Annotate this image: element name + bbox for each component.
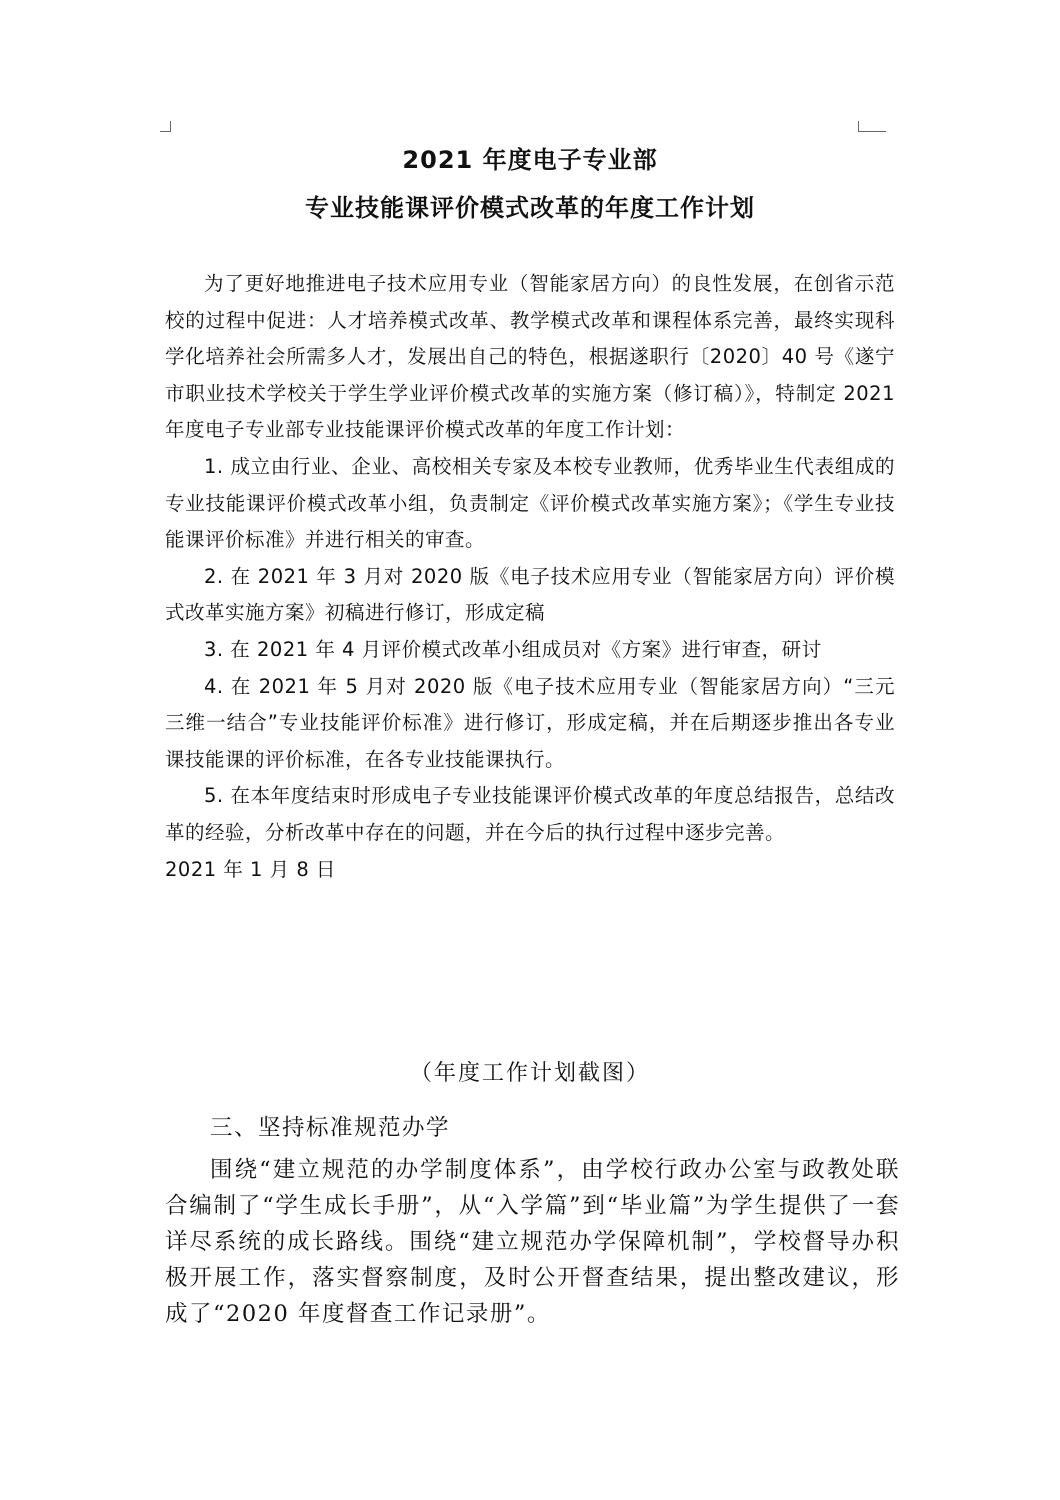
section-standard-schooling [165, 1110, 900, 1332]
plan-body [165, 266, 895, 888]
plan-item-2: 2. 在 2021 年 3 月对 2020 版《电子技术应用专业（智能家居方向）评价模式改革实施方案》初稿进行修订，形成定稿 [165, 564, 895, 625]
section-heading: 三、坚持标准规范办学 [210, 1115, 451, 1141]
plan-item-1: 1. 成立由行业、企业、高校相关专家及本校专业教师，优秀毕业生代表组成的专业技能课评价模式改革小组，负责制定《评价模式改革实施方案》；《学生专业技能课评价标准》并进行相关的审查。 [165, 454, 895, 552]
plan-item-4: 4. 在 2021 年 5 月对 2020 版《电子技术应用专业（智能家居方向）“三元三维一结合”专业技能评价标准》进行修订，形成定稿，并在后期逐步推出各专业课技能课的评价标准，在各专业技能课执行。 [165, 674, 895, 771]
figure-caption: （年度工作计划截图） [409, 1061, 650, 1086]
plan-intro: 为了更好地推进电子技术应用专业（智能家居方向）的良性发展，在创省示范校的过程中促进：人才培养模式改革、教学模式改革和课程体系完善，最终实现科学化培养社会所需多人才，发展出自己的特色，根据遂职行〔2020〕40 号《遂宁市职业技术学校关于学生学业评价模式改革的实施方案（修订稿）》，特制定 2021 年度电子专业部专业技能课评价模式改革的年度工作计划： [165, 272, 895, 442]
plan-item-5: 5. 在本年度结束时形成电子专业技能课评价模式改革的年度总结报告，总结改革的经验，分析改革中存在的问题，并在今后的执行过程中逐步完善。 [165, 784, 895, 844]
work-plan-screenshot [165, 130, 895, 888]
section-paragraph: 围绕“建立规范的办学制度体系”，由学校行政办公室与政教处联合编制了“学生成长手册”，从“入学篇”到“毕业篇”为学生提供了一套详尽系统的成长路线。围绕“建立规范办学保障机制”，学校督导办积极开展工作，落实督察制度，及时公开督查结果，提出整改建议，形成了“2020 年度督查工作记录册”。 [165, 1157, 900, 1327]
plan-title-line2: 专业技能课评价模式改革的年度工作计划 [305, 194, 755, 222]
plan-date: 2021 年 1 月 8 日 [165, 857, 336, 881]
plan-title-line1: 2021 年度电子专业部 [402, 146, 658, 174]
plan-item-3: 3. 在 2021 年 4 月评价模式改革小组成员对《方案》进行审查，研讨 [204, 637, 822, 661]
